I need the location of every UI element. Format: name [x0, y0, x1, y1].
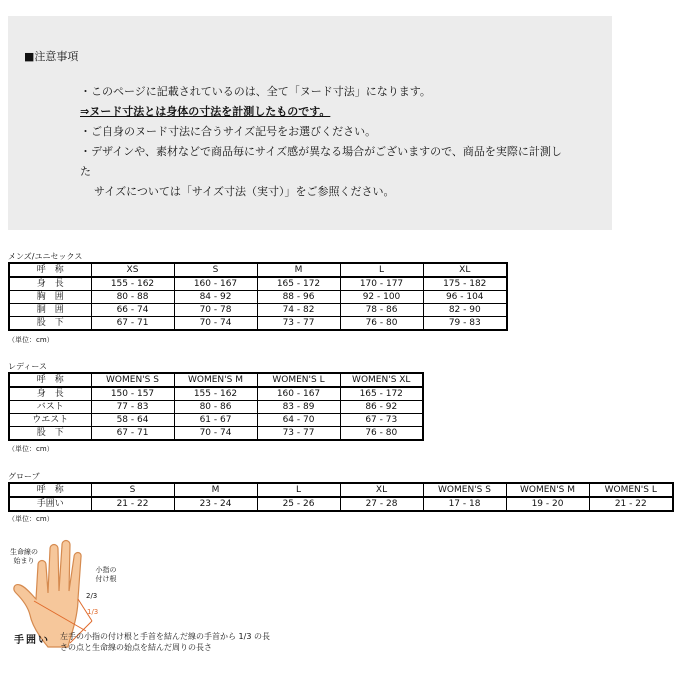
table-row [9, 291, 507, 304]
header-cell: XL [340, 483, 423, 497]
table-cell: 64 - 70 [257, 414, 340, 427]
header-cell: WOMEN'S M [506, 483, 589, 497]
table-cell: 70 - 78 [174, 304, 257, 317]
row-label: ウエスト [9, 414, 91, 427]
table-cell: 80 - 86 [174, 401, 257, 414]
table-cell: 160 - 167 [257, 387, 340, 401]
mens-section-label: メンズ/ユニセックス [8, 252, 83, 261]
table-cell: 27 - 28 [340, 497, 423, 511]
table-cell: 170 - 177 [340, 277, 423, 291]
mens-unit-label: （単位：cm） [8, 336, 54, 344]
table-cell: 175 - 182 [423, 277, 507, 291]
table-cell: 96 - 104 [423, 291, 507, 304]
table-cell: 73 - 77 [257, 317, 340, 331]
notice-line: た [80, 165, 91, 178]
row-label: バスト [9, 401, 91, 414]
header-cell: WOMEN'S S [423, 483, 506, 497]
row-label: 股 下 [9, 317, 91, 331]
mens-header-row [9, 263, 507, 277]
ladies-unit-label: （単位：cm） [8, 445, 54, 453]
table-cell: 92 - 100 [340, 291, 423, 304]
table-cell: 78 - 86 [340, 304, 423, 317]
row-label: 股 下 [9, 427, 91, 441]
one-third-label: 1/3 [87, 608, 99, 616]
hand-measure-description: 左手の小指の付け根と手首を結んだ線の手首から 1/3 の長さの点と生命線の始点を結んだ周りの長さ [60, 632, 270, 652]
notice-line: サイズについては「サイズ寸法（実寸）」をご参照ください。 [94, 185, 395, 198]
table-cell: 84 - 92 [174, 291, 257, 304]
glove-unit-label: （単位：cm） [8, 515, 54, 523]
row-label: 胴 囲 [9, 304, 91, 317]
table-cell: 70 - 74 [174, 427, 257, 441]
row-label: 胸 囲 [9, 291, 91, 304]
notice-heading: ■注意事項 [24, 50, 79, 63]
header-cell: XL [423, 263, 507, 277]
ladies-size-table [8, 372, 424, 441]
table-cell: 76 - 80 [340, 317, 423, 331]
table-cell: 66 - 74 [91, 304, 174, 317]
table-cell: 17 - 18 [423, 497, 506, 511]
table-cell: 79 - 83 [423, 317, 507, 331]
table-row [9, 497, 673, 511]
table-cell: 88 - 96 [257, 291, 340, 304]
header-cell: M [174, 483, 257, 497]
header-cell: WOMEN'S L [257, 373, 340, 387]
header-cell: 呼 称 [9, 483, 91, 497]
header-cell: WOMEN'S L [589, 483, 673, 497]
ladies-header-row [9, 373, 423, 387]
glove-size-table [8, 482, 674, 512]
table-row [9, 317, 507, 331]
notice-line-emphasis: ⇒ヌード寸法とは身体の寸法を計測したものです。 [80, 105, 331, 118]
row-label: 身 長 [9, 387, 91, 401]
glove-header-row [9, 483, 673, 497]
hand-measure-title: 手囲い [14, 635, 50, 646]
header-cell: S [91, 483, 174, 497]
header-cell: 呼 称 [9, 373, 91, 387]
two-thirds-label: 2/3 [86, 592, 98, 600]
table-cell: 160 - 167 [174, 277, 257, 291]
table-cell: 83 - 89 [257, 401, 340, 414]
pinky-base-label: 小指の付け根 [95, 566, 117, 583]
table-cell: 25 - 26 [257, 497, 340, 511]
notice-line: ・ご自身のヌード寸法に合うサイズ記号をお選びください。 [80, 125, 377, 138]
table-row [9, 414, 423, 427]
notice-panel [8, 16, 612, 230]
table-cell: 67 - 71 [91, 317, 174, 331]
table-cell: 150 - 157 [91, 387, 174, 401]
header-cell: WOMEN'S S [91, 373, 174, 387]
header-cell: 呼 称 [9, 263, 91, 277]
table-row [9, 387, 423, 401]
table-row [9, 427, 423, 441]
table-cell: 165 - 172 [340, 387, 423, 401]
notice-line: ・デザインや、素材などで商品毎にサイズ感が異なる場合がございますので、商品を実際に計測し [80, 145, 562, 158]
table-cell: 70 - 74 [174, 317, 257, 331]
table-row [9, 304, 507, 317]
glove-section-label: グローブ [8, 472, 40, 481]
header-cell: WOMEN'S XL [340, 373, 423, 387]
table-cell: 86 - 92 [340, 401, 423, 414]
table-cell: 77 - 83 [91, 401, 174, 414]
row-label: 手囲い [9, 497, 91, 511]
header-cell: L [257, 483, 340, 497]
table-cell: 82 - 90 [423, 304, 507, 317]
header-cell: WOMEN'S M [174, 373, 257, 387]
table-cell: 23 - 24 [174, 497, 257, 511]
header-cell: XS [91, 263, 174, 277]
notice-line: ・このページに記載されているのは、全て「ヌード寸法」になります。 [80, 85, 431, 98]
table-cell: 61 - 67 [174, 414, 257, 427]
header-cell: M [257, 263, 340, 277]
notice-lines [80, 82, 562, 202]
mens-size-table [8, 262, 508, 331]
table-cell: 58 - 64 [91, 414, 174, 427]
table-cell: 67 - 73 [340, 414, 423, 427]
ladies-section-label: レディース [8, 362, 47, 371]
table-row [9, 401, 423, 414]
table-cell: 155 - 162 [174, 387, 257, 401]
life-line-label: 生命線の始まり [10, 548, 38, 565]
table-row [9, 277, 507, 291]
table-cell: 67 - 71 [91, 427, 174, 441]
header-cell: S [174, 263, 257, 277]
table-cell: 155 - 162 [91, 277, 174, 291]
table-cell: 74 - 82 [257, 304, 340, 317]
header-cell: L [340, 263, 423, 277]
table-cell: 76 - 80 [340, 427, 423, 441]
table-cell: 21 - 22 [589, 497, 673, 511]
table-cell: 165 - 172 [257, 277, 340, 291]
table-cell: 19 - 20 [506, 497, 589, 511]
table-cell: 73 - 77 [257, 427, 340, 441]
table-cell: 21 - 22 [91, 497, 174, 511]
row-label: 身 長 [9, 277, 91, 291]
table-cell: 80 - 88 [91, 291, 174, 304]
